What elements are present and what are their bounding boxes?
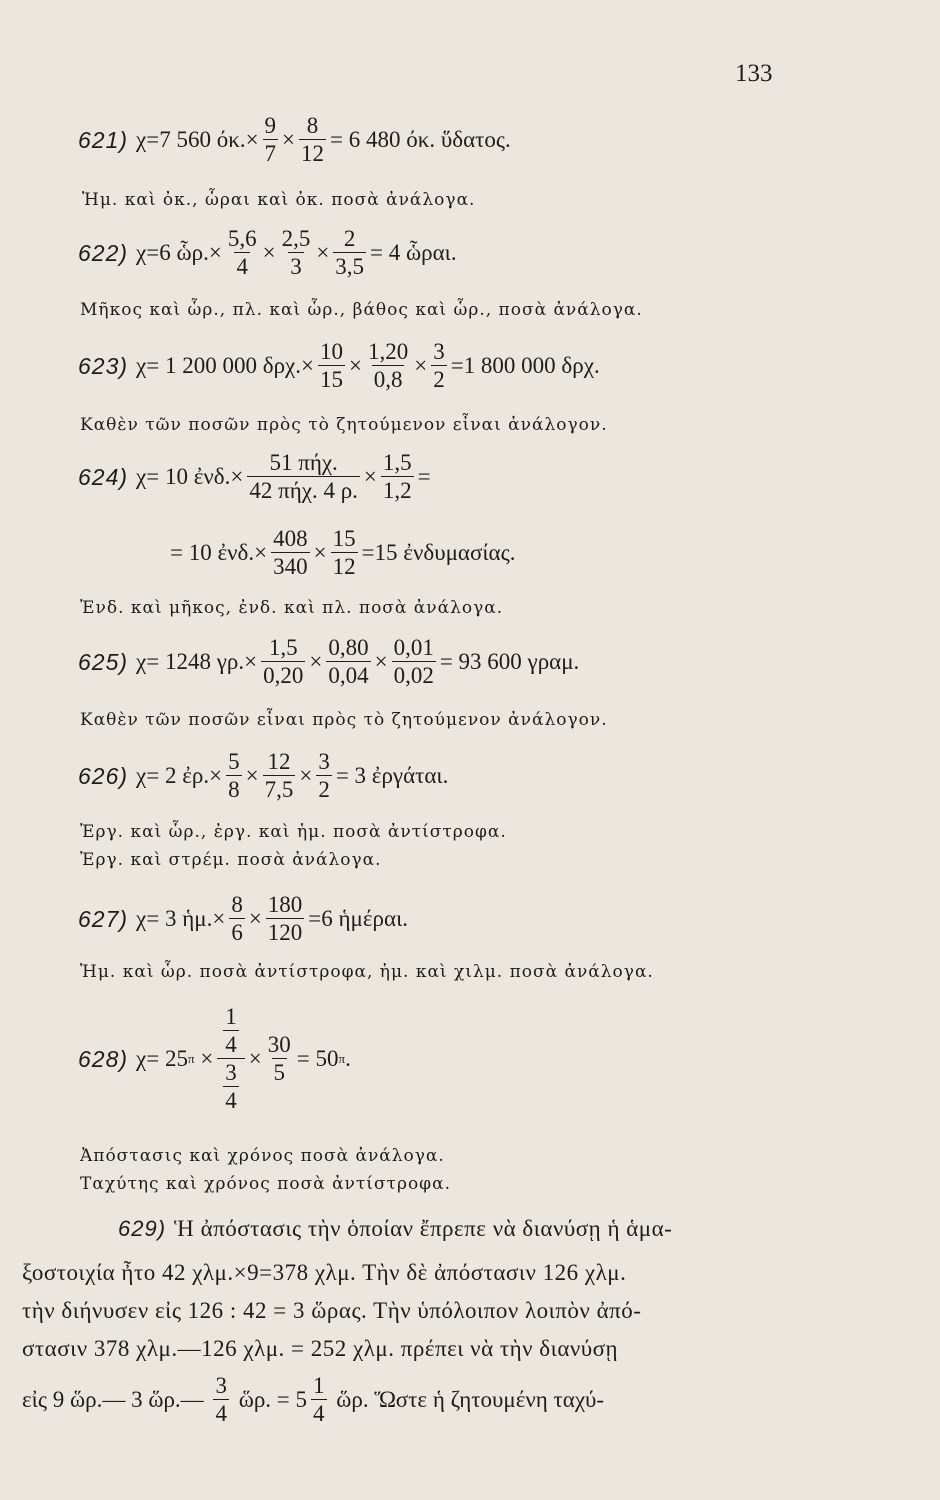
problem-629-paragraph: 629) Ἡ ἀπόστασις τὴν ὁποίαν ἔπρεπε νὰ διανύσῃ ἡ ἁμα- xyxy=(118,1216,673,1241)
fraction: $\frac{1,20}{0,8}$ xyxy=(367,339,409,393)
note: Ἐνδ. καὶ μῆκος, ἐνδ. καὶ πλ. ποσὰ ἀνάλογα. xyxy=(80,598,504,618)
note: Μῆκος καὶ ὧρ., πλ. καὶ ὧρ., βάθος καὶ ὧρ., ποσὰ ἀνάλογα. xyxy=(80,300,643,320)
fraction: $\frac{2,5}{3}$ xyxy=(281,226,311,280)
paragraph-line: ξοστοιχία ἦτο 42 χλμ.×9=378 χλμ. Τὴν δὲ ἀπόστασιν 126 χλμ. xyxy=(22,1260,627,1285)
fraction: $\frac{1,5}{0,20}$ xyxy=(263,635,304,689)
fraction: $\frac{0,80}{0,04}$ xyxy=(328,635,369,689)
fraction: $\frac{8}{12}$ xyxy=(301,113,325,167)
note: Καθὲν τῶν ποσῶν πρὸς τὸ ζητούμενον εἶναι ἀνάλογον. xyxy=(80,415,608,435)
note: Ἡμ. καὶ ὀκ., ὧραι καὶ ὀκ. ποσὰ ἀνάλογα. xyxy=(82,190,476,210)
problem-623-equation: 623) χ= 1 200 000 δρχ.× $\frac{10}{15}$ × $\frac{1,20}{0,8}$ × $\frac{3}{2}$ =1 800 000 δρχ. xyxy=(78,339,600,393)
fraction: $\frac{3}{2}$ xyxy=(318,749,330,803)
note: Ἐργ. καὶ στρέμ. ποσὰ ἀνάλογα. xyxy=(80,850,382,870)
fraction: $\frac{15}{12}$ xyxy=(332,526,356,580)
fraction: $\frac{\text{51 πήχ.}}{\text{42 πήχ. 4 ρ.}}$ xyxy=(249,450,358,504)
fraction: $\frac{1}{4}$ xyxy=(313,1373,325,1427)
fraction: $\frac{5,6}{4}$ xyxy=(227,226,257,280)
fraction: $\frac{30}{5}$ xyxy=(267,1032,291,1086)
problem-624-equation-continued: = 10 ἐνδ.× $\frac{408}{340}$ × $\frac{15}{12}$ =15 ἐνδυμασίας. xyxy=(170,526,516,580)
paragraph-last-line: εἰς 9 ὥρ.— 3 ὥρ.— $\frac{3}{4}$ ὥρ. = 5 $\frac{1}{4}$ ὥρ. Ὥστε ἡ ζητουμένη ταχύ- xyxy=(22,1373,605,1427)
fraction: $\frac{0,01}{0,02}$ xyxy=(393,635,434,689)
fraction: $\frac{408}{340}$ xyxy=(273,526,308,580)
note: Ταχύτης καὶ χρόνος ποσὰ ἀντίστροφα. xyxy=(80,1174,451,1194)
problem-label: 629) xyxy=(118,1216,167,1241)
compound-fraction: $\frac{\frac{1}{4}}{\frac{3}{4}}$ xyxy=(217,1005,245,1114)
paragraph-line: στασιν 378 χλμ.—126 χλμ. = 252 χλμ. πρέπει νὰ τὴν διανύσῃ xyxy=(22,1336,619,1361)
fraction: $\frac{9}{7}$ xyxy=(264,113,277,167)
problem-622-equation: 622) χ=6 ὧρ.× $\frac{5,6}{4}$ × $\frac{2,5}{3}$ × $\frac{2}{3,5}$ = 4 ὧραι. xyxy=(78,226,457,280)
problem-621-equation: 621) χ=7 560 όκ.× $\frac{9}{7}$ × $\frac{8}{12}$ = 6 480 όκ. ὕδατος. xyxy=(78,113,511,167)
fraction: $\frac{5}{8}$ xyxy=(228,749,240,803)
fraction: $\frac{3}{2}$ xyxy=(433,339,445,393)
note: Ἀπόστασις καὶ χρόνος ποσὰ ἀνάλογα. xyxy=(80,1146,445,1166)
note: Καθὲν τῶν ποσῶν εἶναι πρὸς τὸ ζητούμενον ἀνάλογον. xyxy=(80,710,608,730)
problem-label: 621) xyxy=(78,126,129,153)
note: Ἐργ. καὶ ὧρ., ἐργ. καὶ ἡμ. ποσὰ ἀντίστροφα. xyxy=(80,822,507,842)
problem-626-equation: 626) χ= 2 ἐρ.× $\frac{5}{8}$ × $\frac{12}{7,5}$ × $\frac{3}{2}$ = 3 ἐργάται. xyxy=(78,749,449,803)
note: Ἡμ. καὶ ὧρ. ποσὰ ἀντίστροφα, ἡμ. καὶ χιλμ. ποσὰ ἀνάλογα. xyxy=(80,962,654,982)
problem-628-equation: 628) χ= 25 π × $\frac{\frac{1}{4}}{\frac{3}{4}}$ × $\frac{30}{5}$ = 50 π . xyxy=(78,1004,351,1114)
fraction: $\frac{10}{15}$ xyxy=(319,339,343,393)
problem-624-equation: 624) χ= 10 ἐνδ.× $\frac{\text{51 πήχ.}}{\text{42 πήχ. 4 ρ.}}$ × $\frac{1,5}{1,2}$ = xyxy=(78,450,431,504)
fraction: $\frac{3}{4}$ xyxy=(215,1373,227,1427)
fraction: $\frac{2}{3,5}$ xyxy=(335,226,365,280)
paragraph-line: τὴν διήνυσεν εἰς 126 : 42 = 3 ὥρας. Τὴν ὑπόλοιπον λοιπὸν ἀπό- xyxy=(22,1298,642,1323)
fraction: $\frac{180}{120}$ xyxy=(267,892,303,946)
fraction: $\frac{1,5}{1,2}$ xyxy=(382,450,412,504)
fraction: $\frac{8}{6}$ xyxy=(231,892,243,946)
page-number: 133 xyxy=(735,60,773,87)
fraction: $\frac{12}{7,5}$ xyxy=(264,749,294,803)
problem-625-equation: 625) χ= 1248 γρ.× $\frac{1,5}{0,20}$ × $\frac{0,80}{0,04}$ × $\frac{0,01}{0,02}$ = 93 600 γραμ. xyxy=(78,635,580,689)
problem-627-equation: 627) χ= 3 ἡμ.× $\frac{8}{6}$ × $\frac{180}{120}$ =6 ἡμέραι. xyxy=(78,892,409,946)
